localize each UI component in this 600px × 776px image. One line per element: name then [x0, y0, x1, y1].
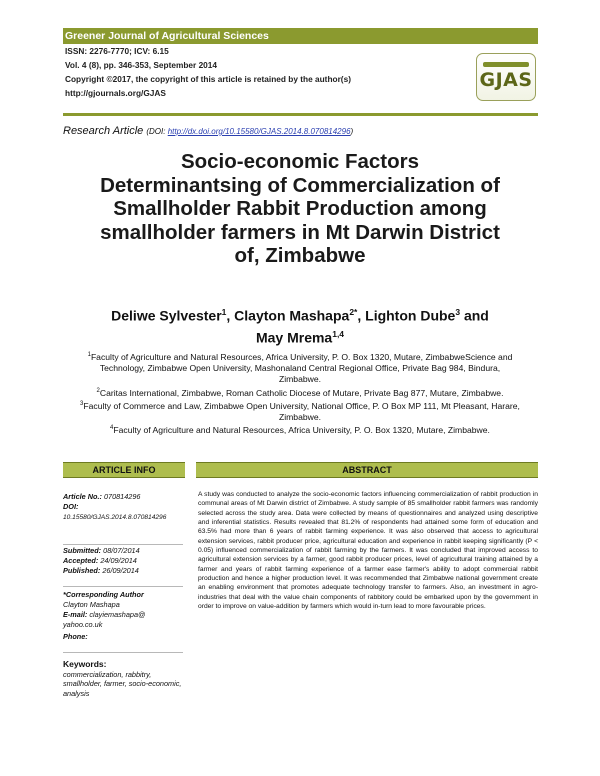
corresponding-author-label: *Corresponding Author — [63, 590, 144, 599]
journal-volume: Vol. 4 (8), pp. 346-353, September 2014 — [65, 60, 218, 70]
header-rule — [63, 113, 538, 116]
journal-header — [63, 28, 538, 114]
corresponding-phone: Phone: — [63, 632, 88, 641]
published-date: Published: 26/09/2014 — [63, 566, 139, 575]
journal-copyright: Copyright ©2017, the copyright of this article is retained by the author(s) — [65, 74, 351, 84]
affiliations — [80, 350, 520, 437]
author-sep: , — [357, 307, 366, 324]
affiliation: $^4$Faculty of Agriculture and Natural Resources, Africa University, P. O. Box 1320, Mutare, Zimbabwe. — [110, 425, 490, 436]
affiliation: $^2$Caritas International, Zimbabwe, Roman Catholic Diocese of Mutare, Private Bag 877, Mutare, Zimbabwe. — [96, 387, 504, 398]
divider — [63, 544, 183, 545]
author-sup: 1 — [221, 307, 227, 317]
article-type: Research Article — [63, 125, 144, 137]
accepted-date: Accepted: 24/09/2014 — [63, 556, 137, 565]
author-sep: and — [460, 307, 489, 324]
doi-link[interactable]: http://dx.doi.org/10.15580/GJAS.2014.8.070814296 — [167, 127, 351, 136]
paper-title: Socio-economic Factors Determinantsing of Commercialization of Smallholder Rabbit Production among smallholder farmers in Mt Darwin District of, Zimbabwe — [100, 150, 500, 267]
author-name: Clayton Mashapa — [234, 307, 350, 324]
logo-bar — [483, 62, 529, 67]
author-name: Lighton Dube — [365, 307, 456, 324]
divider — [63, 652, 183, 653]
doi-suffix: ) — [350, 127, 354, 136]
abstract-heading: ABSTRACT — [196, 462, 538, 478]
keywords-list: commercialization, rabbitry, smallholder, farmer, socio-economic, analysis — [63, 669, 182, 699]
affiliation: $^1$Faculty of Agriculture and Natural Resources, Africa University, P. O. Box 1320, Mutare, ZimbabweScience and Technology, Zimbabwe Open University, Mashonaland Central Regional Office, Private Bag 984, Bindura, Zimbabwe. — [87, 351, 513, 385]
journal-title: Greener Journal of Agricultural Sciences — [63, 28, 538, 44]
author-sup: 3 — [455, 307, 461, 317]
journal-issn: ISSN: 2276-7770; ICV: 6.15 — [65, 46, 169, 56]
divider — [63, 586, 183, 587]
affiliation: $^3$Faculty of Commerce and Law, Zimbabwe Open University, National Office, P. O Box MP 111, Mt Pleasant, Harare, Zimbabwe. — [80, 400, 520, 423]
author-name: May Mrema — [255, 329, 333, 346]
author-sup: 1,4 — [332, 328, 345, 339]
logo-text: GJAS — [479, 69, 533, 91]
corresponding-email: E-mail: clayiemashapa@ yahoo.co.uk — [63, 610, 146, 629]
abstract-text: A study was conducted to analyze the socio-economic factors influencing commercialization of rabbit production in communal areas of Mt Darwin district of Zimbabwe. A study sample of 85 smallholder rabbit farmers was randomly selected across the study area. Data were collected by means of questionnaires and analyzed using descriptive and inferential statistics. Results revealed that 81.2% of respondents had attained some form of education and 63.5% had more than 6 years of rabbit farming experience. It was also observed that access to agricultural extension services, rabbit producer price, agricultural education and experience in rabbit keeping significantly (P < 0.05) influenced commercialization of rabbit farming by the farmers. It was concluded that improved access to agricultural extension services by a farmer, good rabbit producer prices, level of agricultural training attained by a farmer and years of rabbit farming experience of a farmer ease farmer's ability to adopt commercial rabbit production and hence a higher production level. It was recommended that Zimbabwe national government create an enabling environment that promotes adequate technology transfer to farmers. Also, an investment in agro-industries that deal with the value chain components of rabbitory could be embarked upon by the government in order to improve on value-addition by farmers which would in-turn lead to more favourable prices. — [198, 491, 538, 611]
author-list — [75, 303, 525, 346]
submitted-date: Submitted: 08/07/2014 — [63, 546, 140, 555]
keywords-label: Keywords: — [63, 659, 107, 669]
article-info-heading: ARTICLE INFO — [63, 462, 185, 478]
journal-logo — [476, 53, 536, 101]
doi-prefix: (DOI: — [146, 127, 168, 136]
research-article-line — [63, 125, 353, 137]
keywords-block — [63, 660, 183, 699]
article-number: Article No.: 070814296 — [63, 492, 141, 501]
corresponding-author-name: Clayton Mashapa — [63, 600, 120, 609]
article-doi: DOI: 10.15580/GJAS.2014.8.070814296 — [63, 502, 167, 521]
journal-url[interactable]: http://gjournals.org/GJAS — [65, 88, 166, 98]
author-sep: , — [226, 307, 235, 324]
author-name: Deliwe Sylvester — [111, 307, 222, 324]
author-sup: 2* — [349, 307, 358, 317]
